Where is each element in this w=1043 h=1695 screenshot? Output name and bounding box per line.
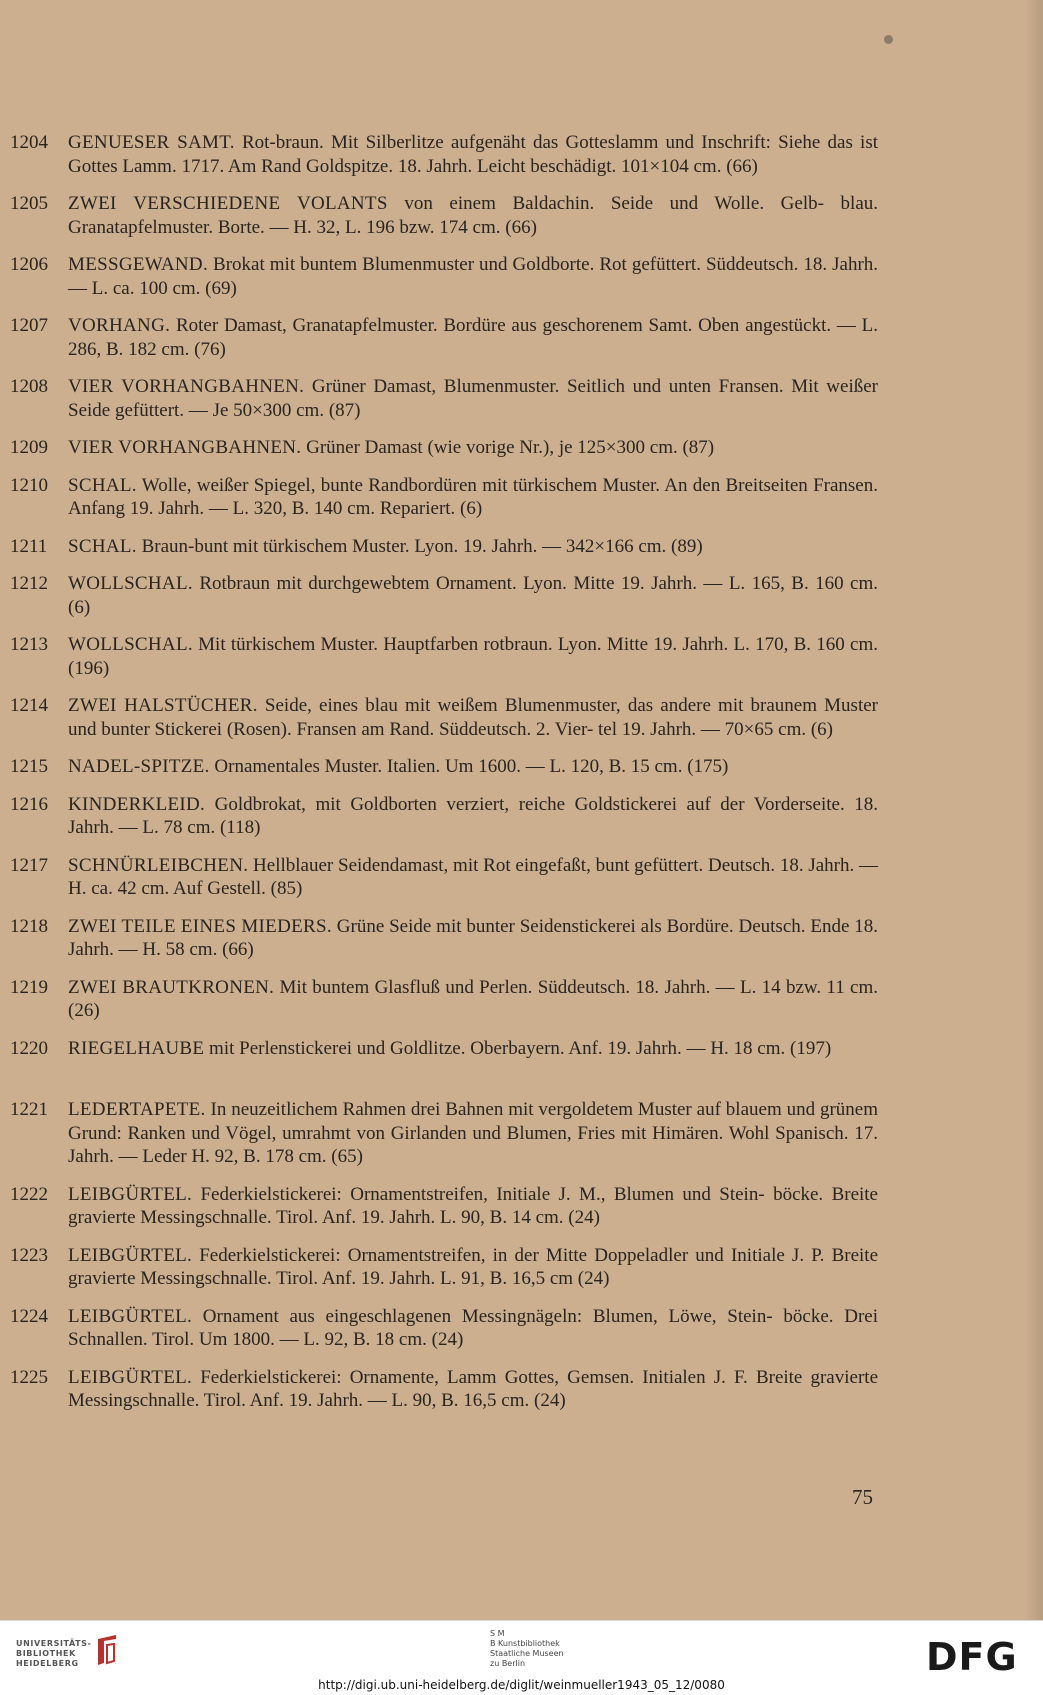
entry-description	[68, 633, 878, 680]
entry-title: LEIBGÜRTEL.	[68, 1366, 193, 1388]
entry-line: böcke. Breite gravierte Messingschnalle. Tirol. Anf. 19. Jahrh. L. 90, B. 14 cm. (24)	[68, 1183, 878, 1228]
catalog-entry	[10, 1305, 878, 1352]
entry-line: von einem Baldachin. Seide und Wolle. Gelb-	[404, 193, 824, 214]
entry-line: Fries mit Himären. Wohl Spanisch. 17. Jahrh. — Leder H. 92, B. 178 cm. (65)	[68, 1122, 878, 1167]
entry-description	[68, 375, 878, 422]
entry-number: 1224	[10, 1305, 48, 1327]
catalog-entry	[10, 436, 878, 460]
entry-number: 1219	[10, 976, 48, 998]
catalog-entry	[10, 854, 878, 901]
entry-title: NADEL-SPITZE.	[68, 756, 210, 777]
entry-description	[68, 1098, 878, 1169]
entry-title: ZWEI TEILE EINES MIEDERS.	[68, 915, 332, 937]
entry-line: 101×104 cm. (66)	[621, 155, 758, 177]
entry-description	[68, 976, 878, 1023]
entry-line: In neuzeitlichem Rahmen drei Bahnen mit vergoldetem Muster auf	[210, 1099, 721, 1120]
entry-line: L. 170, B. 160 cm. (196)	[68, 634, 878, 679]
entry-title: LEDERTAPETE.	[68, 1099, 206, 1120]
entry-line: L. 165, B. 160 cm. (6)	[68, 573, 879, 618]
catalog-entry	[10, 793, 878, 840]
entry-line: Ornamentales Muster. Italien. Um 1600. — L. 120, B. 15 cm. (175)	[214, 756, 729, 777]
entry-description	[68, 192, 878, 239]
entry-title: ZWEI HALSTÜCHER.	[68, 695, 258, 716]
entry-number: 1221	[10, 1099, 48, 1120]
entry-line: Seide, eines blau mit weißem Blumenmuster, das andere mit	[264, 695, 744, 716]
entry-number: 1215	[10, 756, 48, 777]
entry-title: KINDERKLEID.	[68, 793, 206, 815]
catalog-entry	[10, 915, 878, 962]
entry-title: GENUESER SAMT.	[68, 132, 235, 153]
entry-line: Federkielstickerei: Ornamentstreifen, in der Mitte Doppeladler und	[199, 1244, 724, 1266]
entry-title: LEIBGÜRTEL.	[68, 1305, 193, 1327]
entry-description	[68, 474, 878, 521]
entry-title: ZWEI BRAUTKRONEN.	[68, 976, 275, 998]
entry-line: Rot-braun. Mit Silberlitze aufgenäht das Gotteslamm und Inschrift:	[241, 132, 771, 153]
entry-line: Fransen. Mit weißer Seide gefüttert. — Je 50×300 cm. (87)	[68, 376, 878, 421]
entry-description	[68, 793, 878, 840]
entry-description	[68, 755, 878, 779]
entry-title: SCHAL.	[68, 535, 137, 557]
paper-stain	[884, 35, 893, 44]
entry-number: 1211	[10, 535, 48, 557]
catalog-entries	[10, 131, 878, 1427]
entry-line: Grüne Seide mit bunter Seidenstickerei als Bordüre.	[336, 915, 734, 937]
entry-line: Rotbraun mit durchgewebtem Ornament. Lyon. Mitte 19. Jahrh. —	[199, 573, 723, 594]
entry-number: 1214	[10, 695, 48, 716]
entry-line: Siehe das ist Gottes Lamm. 1717. Am Rand Goldspitze. 18. Jahrh. Leicht beschädigt.	[68, 132, 878, 177]
catalog-entry	[10, 474, 878, 521]
entry-description	[68, 1305, 878, 1352]
entry-title: VIER VORHANGBAHNEN.	[68, 376, 305, 397]
entry-line: blauem und grünem Grund: Ranken und Vögel, umrahmt von Girlanden und Blumen,	[68, 1099, 879, 1144]
entry-number: 1210	[10, 474, 48, 496]
entry-line: L. 14 bzw. 11 cm. (26)	[68, 976, 879, 1021]
entry-number: 1216	[10, 793, 48, 815]
entry-line: Deutsch. 18. Jahrh. — H. ca. 42 cm. Auf Gestell. (85)	[68, 854, 879, 899]
catalog-entry	[10, 976, 878, 1023]
entry-line: Hellblauer Seidendamast, mit Rot eingefaßt, bunt gefüttert.	[253, 854, 704, 876]
entry-number: 1225	[10, 1366, 48, 1388]
entry-number: 1208	[10, 376, 48, 397]
entry-title: LEIBGÜRTEL.	[68, 1183, 193, 1205]
entry-title: VORHANG.	[68, 315, 171, 336]
entry-line: Deutsch. Ende 18. Jahrh. — H. 58 cm. (66)	[68, 915, 879, 960]
entry-line: Süddeutsch. 18. Jahrh. — L. ca. 100 cm. (69)	[68, 254, 879, 299]
entry-title: RIEGELHAUBE	[68, 1037, 205, 1059]
entry-number: 1207	[10, 315, 48, 336]
entry-line: Wolle, weißer Spiegel, bunte Randbordüren mit türkischem Muster. An den	[141, 474, 721, 496]
museum-library-label: S M B Kunstbibliothek Staatliche Museen zu Berlin	[490, 1629, 564, 1668]
entry-number: 1206	[10, 254, 48, 275]
entry-title: WOLLSCHAL.	[68, 634, 193, 655]
catalog-entry	[10, 535, 878, 559]
catalog-entry	[10, 314, 878, 361]
entry-line: Brokat mit buntem Blumenmuster und Goldborte. Rot gefüttert.	[213, 254, 701, 275]
catalog-entry	[10, 1244, 878, 1291]
catalog-entry	[10, 694, 878, 741]
university-logo-icon	[96, 1633, 118, 1667]
entry-description	[68, 131, 878, 178]
entry-number: 1212	[10, 573, 48, 594]
entry-line: Grüner Damast, Blumenmuster. Seitlich und unten	[311, 376, 712, 397]
entry-line: Mit türkischem Muster. Hauptfarben rotbraun. Lyon. Mitte 19. Jahrh.	[198, 634, 729, 655]
entry-number: 1222	[10, 1183, 48, 1205]
catalog-entry	[10, 572, 878, 619]
entry-line: Federkielstickerei: Ornamente, Lamm Gottes, Gemsen. Initialen J. F.	[200, 1366, 748, 1388]
entry-line: blau. Granatapfelmuster. Borte. — H. 32, L. 196 bzw. 174 cm. (66)	[68, 193, 879, 238]
entry-line: Federkielstickerei: Ornamentstreifen, Initiale J. M., Blumen und Stein-	[200, 1183, 765, 1205]
entry-number: 1218	[10, 915, 48, 937]
entry-description	[68, 1366, 878, 1413]
entry-line: Roter Damast, Granatapfelmuster. Bordüre aus geschorenem Samt. Oben	[175, 315, 740, 336]
catalog-entry	[10, 375, 878, 422]
entry-description	[68, 436, 878, 460]
entry-line: Initiale J. P. Breite gravierte Messingschnalle. Tirol. Anf. 19. Jahrh. L. 91, B. 16,5 cm (24)	[68, 1244, 879, 1289]
entry-title: ZWEI VERSCHIEDENE VOLANTS	[68, 193, 388, 214]
catalog-entry	[10, 1366, 878, 1413]
source-url-link[interactable]: http://digi.ub.uni-heidelberg.de/diglit/weinmueller1943_05_12/0080	[318, 1678, 725, 1692]
entry-title: SCHNÜRLEIBCHEN.	[68, 854, 249, 876]
entry-line: braunem Muster und bunter Stickerei (Rosen). Fransen am Rand. Süddeutsch. 2. Vier-	[68, 695, 878, 740]
entry-description	[68, 854, 878, 901]
dfg-logo: DFG	[926, 1635, 1018, 1679]
entry-number: 1204	[10, 132, 48, 153]
page-number: 75	[852, 1485, 873, 1509]
entry-line: Vorderseite. 18. Jahrh. — L. 78 cm. (118)	[68, 793, 878, 838]
entry-description	[68, 572, 878, 619]
entry-line: Mit buntem Glasfluß und Perlen. Süddeutsch. 18. Jahrh. —	[279, 976, 735, 998]
catalog-entry	[10, 131, 878, 178]
entry-description	[68, 253, 878, 300]
entry-description	[68, 694, 878, 741]
entry-number: 1205	[10, 193, 48, 214]
entry-description	[68, 1244, 878, 1291]
entry-title: LEIBGÜRTEL.	[68, 1244, 193, 1266]
catalog-entry	[10, 1037, 878, 1061]
entry-description	[68, 535, 878, 559]
university-library-label: UNIVERSITÄTS- BIBLIOTHEK HEIDELBERG	[16, 1639, 92, 1668]
entry-line: tel 19. Jahrh. — 70×65 cm. (6)	[598, 718, 834, 740]
catalog-entry	[10, 253, 878, 300]
entry-number: 1220	[10, 1037, 48, 1059]
entry-line: Goldbrokat, mit Goldborten verziert, reiche Goldstickerei auf der	[214, 793, 745, 815]
catalog-entry	[10, 755, 878, 779]
entry-line: Breitseiten Fransen. Anfang 19. Jahrh. — L. 320, B. 140 cm. Repariert. (6)	[68, 474, 878, 519]
entry-line: H. 18 cm. (197)	[710, 1037, 832, 1059]
digitization-footer	[0, 1620, 1043, 1695]
entry-title: SCHAL.	[68, 474, 137, 496]
catalog-entry	[10, 1183, 878, 1230]
entry-number: 1213	[10, 634, 48, 655]
catalog-entry	[10, 192, 878, 239]
entry-description	[68, 1037, 878, 1061]
entry-line: Braun-bunt mit türkischem Muster. Lyon. 19. Jahrh. — 342×166 cm. (89)	[141, 535, 703, 557]
entry-description	[68, 314, 878, 361]
entry-title: WOLLSCHAL.	[68, 573, 193, 594]
entry-line: mit Perlenstickerei und Goldlitze. Oberbayern. Anf. 19. Jahrh. —	[209, 1037, 706, 1059]
catalog-entry	[10, 1098, 878, 1169]
entry-line: böcke. Drei Schnallen. Tirol. Um 1800. — L. 92, B. 18 cm. (24)	[68, 1305, 878, 1350]
entry-number: 1209	[10, 437, 48, 458]
entry-description	[68, 1183, 878, 1230]
entry-title: VIER VORHANGBAHNEN.	[68, 437, 302, 458]
entry-description	[68, 915, 878, 962]
entry-line: Breite gravierte Messingschnalle. Tirol. Anf. 19. Jahrh. — L. 90, B. 16,5 cm. (24)	[68, 1366, 878, 1411]
entry-line: Ornament aus eingeschlagenen Messingnägeln: Blumen, Löwe, Stein-	[202, 1305, 773, 1327]
entry-line: angestückt. — L. 286, B. 182 cm. (76)	[68, 315, 879, 360]
entry-line: Grüner Damast (wie vorige Nr.), je 125×300 cm. (87)	[306, 437, 715, 458]
catalog-entry	[10, 633, 878, 680]
entry-number: 1217	[10, 854, 48, 876]
entry-number: 1223	[10, 1244, 48, 1266]
entry-title: MESSGEWAND.	[68, 254, 209, 275]
